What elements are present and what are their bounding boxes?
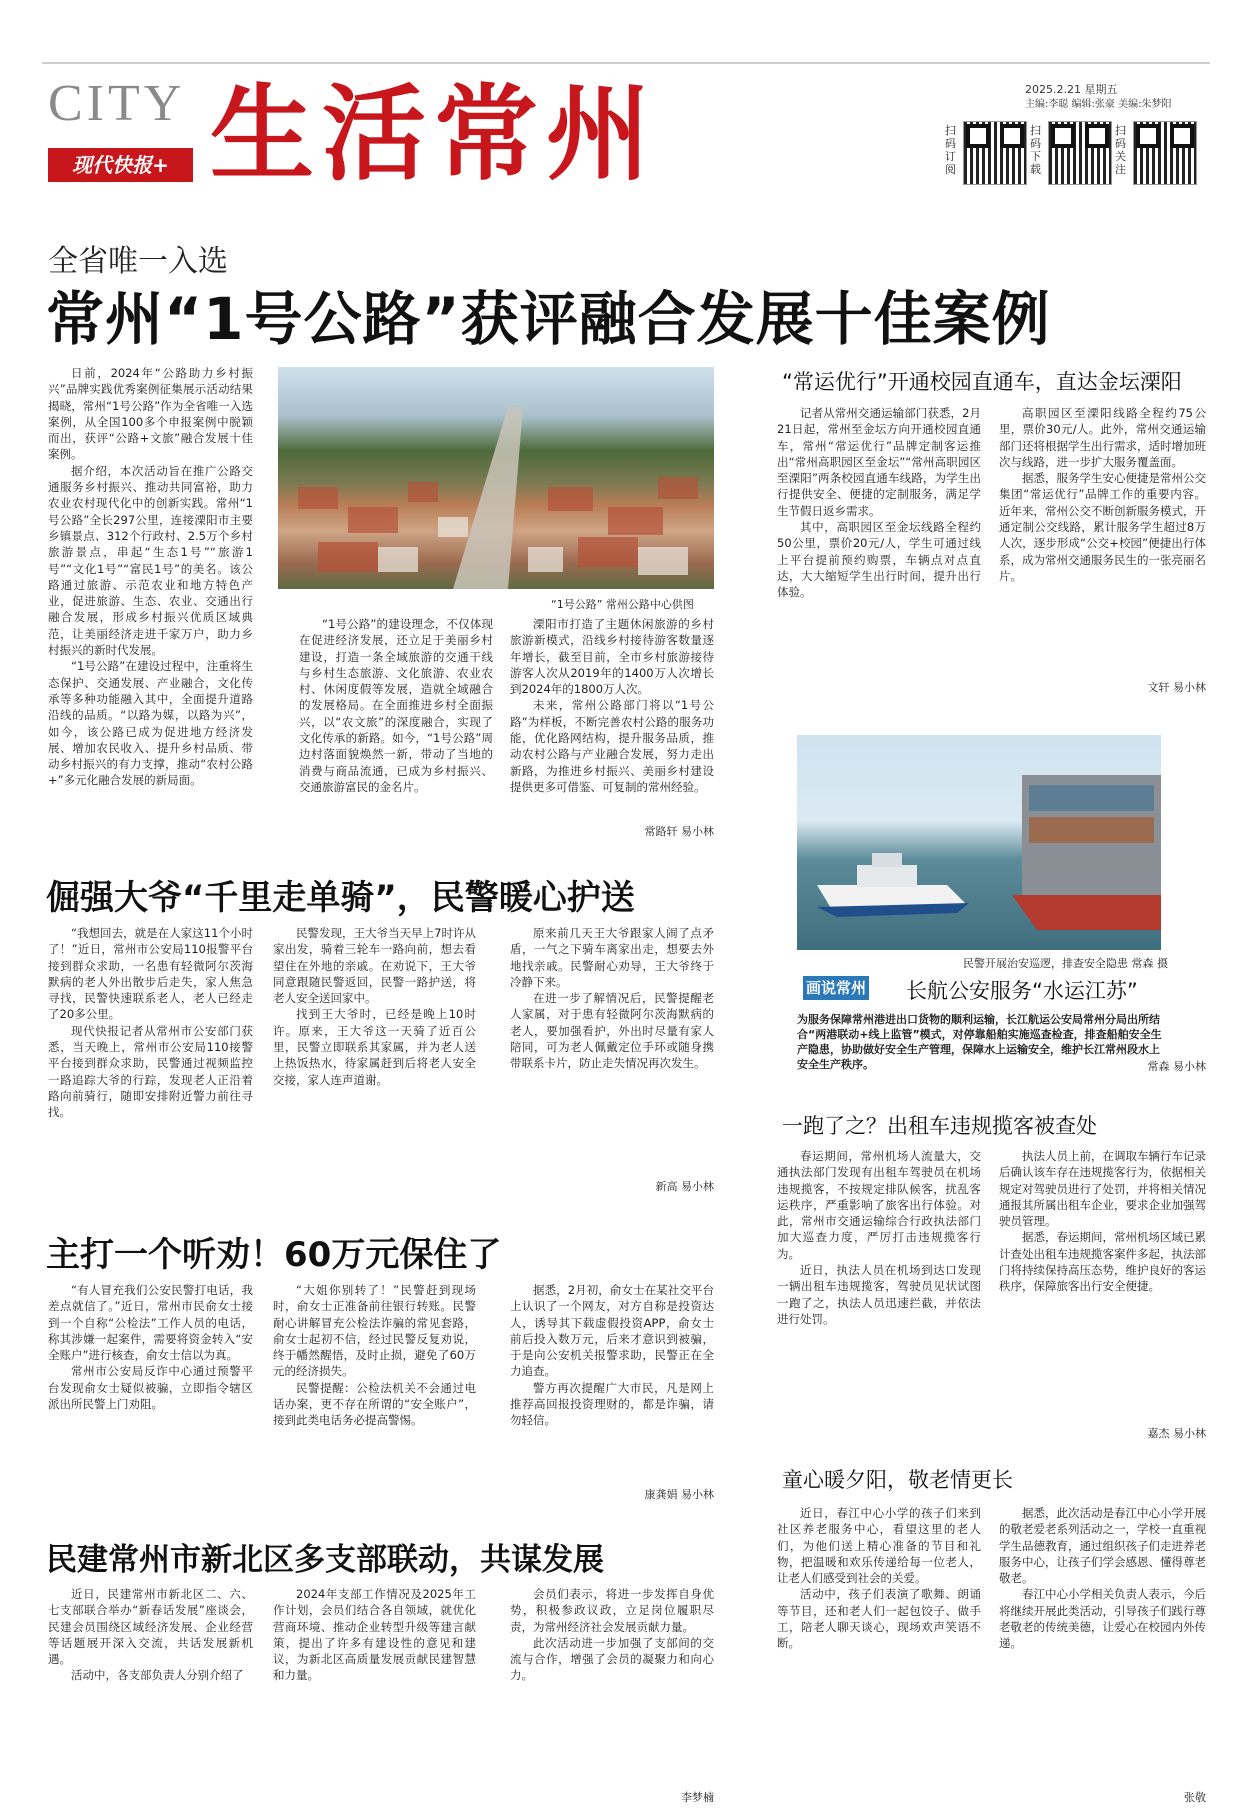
lead-kicker: 全省唯一入选 [48, 244, 228, 279]
minjian-body-col3: 会员们表示，将进一步发挥自身优势，积极参政议政，立足岗位履职尽责，为常州经济社会发展贡献力量。 此次活动进一步加强了支部间的交流与合作，增强了会员的凝聚力和向心力。 [510, 1587, 714, 1683]
grandpa-headline: 倔强大爷“千里走单骑”，民警暖心护送 [46, 878, 635, 918]
taxi-headline: 一跑了之？出租车违规揽客被查处 [782, 1114, 1097, 1138]
bus-headline: “常运优行”开通校园直通车，直达金坛溧阳 [782, 370, 1182, 394]
water-headline: 长航公安服务“水运江苏” [906, 979, 1138, 1003]
minjian-body-col2: 2024年支部工作情况及2025年工作计划，会员们结合各自领域，就优化营商环境、推动企业转型升级等建言献策，提出了许多有建设性的意见和建议，为新北区高质量发展贡献民建智慧和力量。 [273, 1587, 476, 1683]
grandpa-body-col2: 民警发现，王大爷当天早上7时许从家出发，骑着三轮车一路向前，想去看望住在外地的亲戚。在劝说下，王大爷同意跟随民警返回，民警一路护送，将老人安全送回家中。 找到王大爷时，已经是晚上10时许。原来，王大爷这一天骑了近百公里，民警立即联系其家属，并为老人送上热饭热水，待家属赶到后将老人安全交接，家人连声道谢。 [273, 926, 476, 1087]
lead-photo-caption: “1号公路” 常州公路中心供图 [551, 598, 694, 611]
road-aerial-graphic [278, 367, 714, 589]
elderly-byline: 张敬 [1184, 1791, 1206, 1804]
grandpa-body-col1: “我想回去，就是在人家这11个小时了！”近日，常州市公安局110报警平台接到群众求助，一名患有轻微阿尔茨海默病的老人外出散步后走失，家人焦急寻找，民警快速联系老人，老人已经走了20多公里。 现代快报记者从常州市公安部门获悉，当天晚上，常州市公安局110接警平台接到群众求助，民警通过视频监控一路追踪大爷的行踪，发现老人正沿着路向前骑行，随即安排附近警力前往寻找。 [48, 926, 253, 1120]
taxi-body-col2: 执法人员上前，在调取车辆行车记录后确认该车存在违规揽客行为，依据相关规定对驾驶员进行了处罚，并将相关情况通报其所属出租车企业，要求企业加强驾驶员管理。 据悉，春运期间，常州机场区域已累计查处出租车违规揽客案件多起，执法部门将持续保持高压态势，维护良好的客运秩序，保障旅客出行安全便捷。 [999, 1149, 1206, 1294]
minjian-byline: 李梦楠 [681, 1791, 714, 1804]
minjian-headline: 民建常州市新北区多支部联动，共谋发展 [46, 1542, 604, 1578]
lead-body-col3: 溧阳市打造了主题休闲旅游的乡村旅游新模式，沿线乡村接待游客数量逐年增长，截至目前，全市乡村旅游接待游客人次从2019年的1400万人次增长到2024年的1800万人次。 未来，常州公路部门将以“1号公路”为样板，不断完善农村公路的服务功能，优化路网结构，提升服务品质，推动农村公路与产业融合发展，努力走出新路，为推进乡村振兴、美丽乡村建设提供更多可借鉴、可复制的常州经验。 [510, 617, 714, 794]
section-banner-photo-story: 画说常州 [803, 976, 869, 1000]
water-police-photo [797, 735, 1161, 950]
water-summary: 为服务保障常州港进出口货物的顺利运输，长江航运公安局常州分局出所结合“两港联动+线上监管”模式，对停靠船舶实施巡查检查，排查船舶安全生产隐患，协助做好安全生产管理，保障水上运输安全，维护长江常州段水上安全生产秩序。 [797, 1013, 1162, 1071]
qr-code-download-icon[interactable] [1048, 121, 1112, 185]
bus-body-col2: 高职园区至溧阳线路全程约75公里，票价30元/人。此外，常州交通运输部门还将根据学生出行需求，适时增加班次与线路，进一步扩大服务覆盖面。 据悉，服务学生安心便捷是常州公交集团“常运优行”品牌工作的重要内容。近年来，常州公交不断创新服务模式，开通定制公交线路，累计服务学生超过8万人次，逐步形成“公交+校园”便捷出行体系，成为常州交通服务民生的一张亮丽名片。 [999, 406, 1206, 583]
water-photo-caption: 民警开展治安巡逻，排查安全隐患 常森 摄 [963, 957, 1168, 970]
fraud-headline: 主打一个听劝！60万元保住了 [46, 1235, 502, 1275]
fraud-body-col1: “有人冒充我们公安民警打电话，我差点就信了。”近日，常州市民俞女士接到一个自称“公检法”工作人员的电话，称其涉嫌一起案件，需要将资金转入“安全账户”进行核查，俞女士信以为真。 常州市公安局反诈中心通过预警平台发现俞女士疑似被骗，立即指令辖区派出所民警上门劝阻。 [48, 1283, 253, 1412]
qr-label-download: 扫码下载 [1030, 124, 1041, 176]
issue-date: 2025.2.21 星期五 [1025, 83, 1118, 96]
grandpa-body-col3: 原来前几天王大爷跟家人闹了点矛盾，一气之下骑车离家出走，想要去外地找亲戚。民警耐心劝导，王大爷终于冷静下来。 在进一步了解情况后，民警提醒老人家属，对于患有轻微阿尔茨海默病的老人，要加强看护，外出时尽量有家人陪同，可为老人佩戴定位手环或随身携带联系卡片，防止走失情况再次发生。 [510, 926, 714, 1071]
water-byline: 常森 易小林 [1147, 1060, 1206, 1073]
lead-byline: 常路轩 易小林 [644, 825, 714, 838]
lead-headline: 常州“1号公路”获评融合发展十佳案例 [46, 285, 1051, 353]
minjian-body-col1: 近日，民建常州市新北区二、六、七支部联合举办“新春话发展”座谈会，民建会员围绕区域经济发展、企业经营等话题展开深入交流，共话发展新机遇。 活动中，各支部负责人分别介绍了 [48, 1587, 253, 1683]
qr-code-subscribe-icon[interactable] [963, 121, 1027, 185]
masthead-title: 生活常州 [210, 72, 659, 195]
elderly-body-col1: 近日，春江中心小学的孩子们来到社区养老服务中心，看望这里的老人们，为他们送上精心准备的节目和礼物，把温暖和欢乐传递给每一位老人，让老人们感受到社会的关爱。 活动中，孩子们表演了歌舞、朗诵等节目，还和老人们一起包饺子、做手工，陪老人聊天谈心，现场欢声笑语不断。 [777, 1506, 981, 1651]
lead-photo-road-aerial [278, 367, 714, 589]
fraud-body-col2: “大姐你别转了！”民警赶到现场时，俞女士正准备前往银行转账。民警耐心讲解冒充公检法诈骗的常见套路，俞女士起初不信，经过民警反复劝说，终于幡然醒悟，及时止损，避免了60万元的经济损失。 民警提醒：公检法机关不会通过电话办案，更不存在所谓的“安全账户”，接到此类电话务必提高警惕。 [273, 1283, 476, 1428]
patrol-boat-graphic [797, 735, 1161, 950]
grandpa-byline: 新高 易小林 [655, 1180, 714, 1193]
taxi-byline: 嘉杰 易小林 [1147, 1427, 1206, 1440]
lead-body-col1: 日前，2024年“公路助力乡村振兴”品牌实践优秀案例征集展示活动结果揭晓，常州“1号公路”作为全省唯一入选案例，从全国100多个申报案例中脱颖而出，获评“公路+文旅”融合发展十佳案例。 据介绍，本次活动旨在推广公路交通服务乡村振兴、推动共同富裕，助力农业农村现代化中的创新实践。常州“1号公路”全长297公里，连接溧阳市主要乡镇景点、312个行政村、2.5万个乡村旅游景点，串起“生态1号”“旅游1号”“文化1号”“富民1号”的美名。该公路通过旅游、示范农业和地方特色产业，促进旅游、生态、农业、交通出行融合发展，形成乡村振兴优质区域典范，让美丽经济走进千家万户，助力乡村振兴的新时代发展。 “1号公路”在建设过程中，注重将生态保护、交通发展、产业融合，文化传承等多种功能融入其中，全面提升道路沿线的品质。“以路为媒，以路为兴”，如今，该公路已成为促进地方经济发展、增加农民收入、提升乡村品质、带动乡村振兴的有力支撑，推动“农村公路+”多元化融合发展的新局面。 [48, 366, 253, 788]
qr-label-follow: 扫码关注 [1115, 124, 1126, 176]
qr-label-subscribe: 扫码订阅 [945, 124, 956, 176]
elderly-body-col2: 据悉，此次活动是春江中心小学开展的敬老爱老系列活动之一，学校一直重视学生品德教育，通过组织孩子们走进养老服务中心，让孩子们学会感恩、懂得尊老敬老。 春江中心小学相关负责人表示，今后将继续开展此类活动，引导孩子们践行尊老敬老的传统美德，让爱心在校园内外传递。 [999, 1506, 1206, 1651]
section-city-label: CITY [48, 75, 186, 132]
bus-body-col1: 记者从常州交通运输部门获悉，2月21日起，常州至金坛方向开通校园直通车，常州“常运优行”品牌定制客运推出“常州高职园区至金坛”“常州高职园区至溧阳”两条校园直通车线路，为学生出行提供安全、便捷的定制服务，满足学生节假日返乡需求。 其中，高职园区至金坛线路全程约50公里，票价20元/人，学生可通过线上平台提前预约购票，车辆点对点直达，大大缩短学生出行时间，提升出行体验。 [777, 406, 981, 600]
editor-line: 主编:李聪 编辑:张豪 美编:朱梦阳 [1025, 99, 1172, 110]
qr-code-follow-icon[interactable] [1133, 121, 1197, 185]
fraud-byline: 康龚娟 易小林 [644, 1488, 714, 1501]
brand-logo: 现代快报+ [48, 148, 193, 182]
top-rule [42, 62, 1210, 64]
fraud-body-col3: 据悉，2月初，俞女士在某社交平台上认识了一个网友，对方自称是投资达人，诱导其下载虚假投资APP，俞女士前后投入数万元，后来才意识到被骗，于是向公安机关报警求助，民警正在全力追查。 警方再次提醒广大市民，凡是网上推荐高回报投资理财的，都是诈骗，请勿轻信。 [510, 1283, 714, 1428]
lead-body-col2: “1号公路”的建设理念，不仅体现在促进经济发展，还立足于美丽乡村建设，打造一条全域旅游的交通干线与乡村生态旅游、文化旅游、农业农村、休闲度假等发展，造就全域融合的发展格局。在全面推进乡村全面振兴，以“农文旅”的深度融合，实现了文化传承的新路。如今，“1号公路”周边村落面貌焕然一新，带动了当地的消费与商品流通，已成为乡村振兴、交通旅游富民的金名片。 [299, 617, 493, 794]
bus-byline: 文轩 易小林 [1147, 681, 1206, 694]
elderly-headline: 童心暖夕阳，敬老情更长 [782, 1468, 1013, 1492]
taxi-body-col1: 春运期间，常州机场人流量大，交通执法部门发现有出租车驾驶员在机场违规揽客，不按规定排队候客，扰乱客运秩序，严重影响了旅客出行体验。对此，常州市交通运输综合行政执法部门加大巡查力度，严厉打击违规揽客行为。 近日，执法人员在机场到达口发现一辆出租车违规揽客，驾驶员见状试图一跑了之，执法人员迅速拦截，并依法进行处罚。 [777, 1149, 981, 1326]
